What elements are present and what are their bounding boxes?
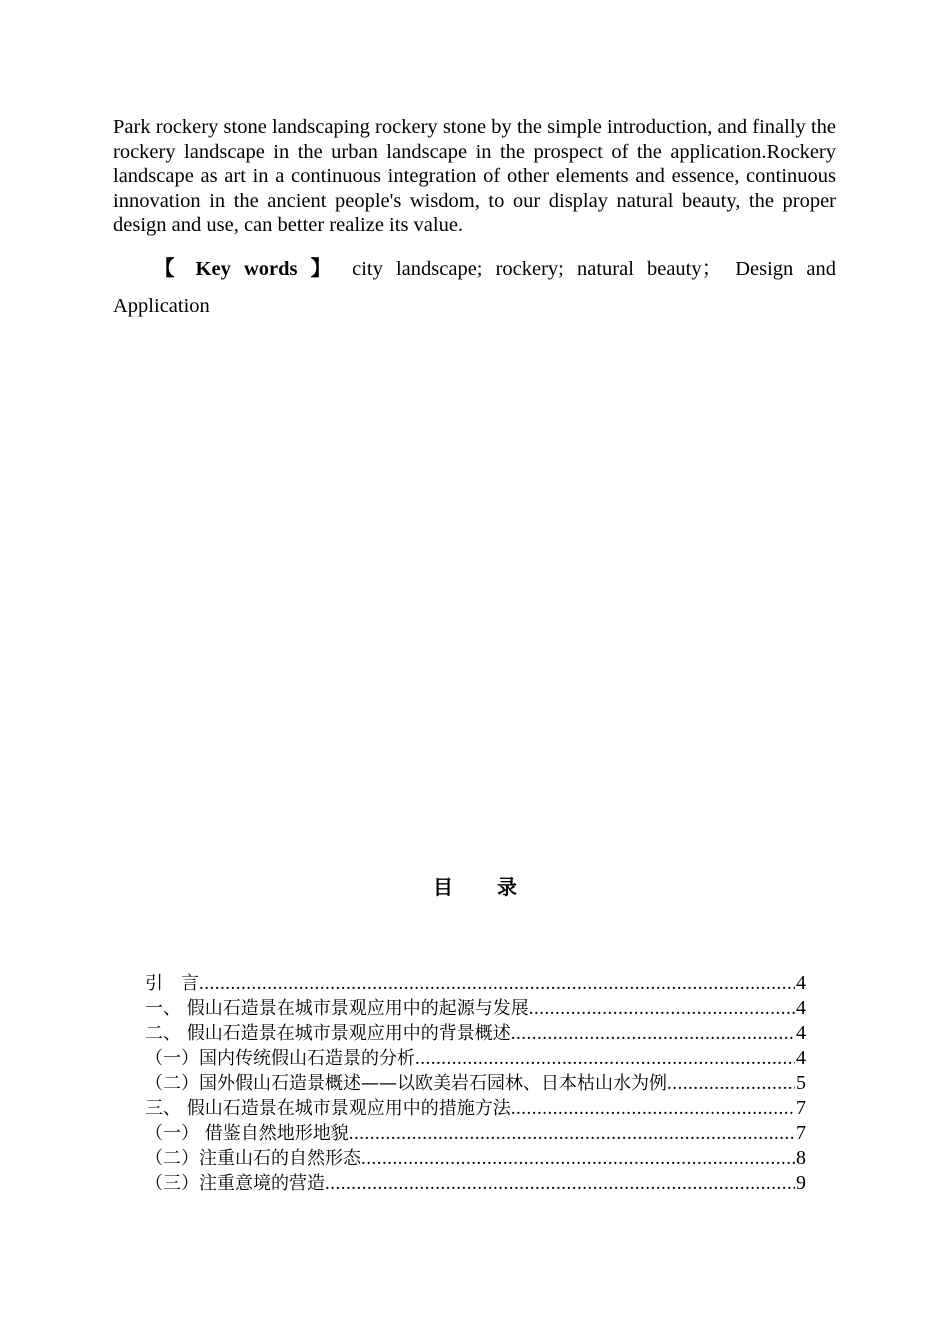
toc-entry-page: 7 — [796, 1097, 806, 1119]
toc-entry-title: （三）注重意境的营造 — [145, 1173, 325, 1194]
toc-entry-page: 9 — [796, 1172, 806, 1194]
toc-entry-page: 7 — [796, 1122, 806, 1144]
toc-entry-page: 4 — [796, 1047, 806, 1069]
toc-dot-leader — [349, 1121, 795, 1146]
toc-dot-leader — [511, 1096, 795, 1121]
toc-dot-leader — [511, 1021, 795, 1046]
toc-entry-title: （一） 借鉴自然地形地貌 — [145, 1123, 349, 1144]
toc-dot-leader — [325, 1171, 795, 1196]
toc-dot-leader — [529, 996, 795, 1021]
toc-entry[interactable] — [145, 1071, 806, 1096]
toc-entry-title: 三、 假山石造景在城市景观应用中的措施方法 — [145, 1098, 511, 1119]
toc-dot-leader — [415, 1046, 795, 1071]
toc-entry[interactable] — [145, 996, 806, 1021]
toc-entry[interactable] — [145, 1021, 806, 1046]
keywords-paragraph — [113, 251, 836, 325]
toc-entry[interactable] — [145, 1046, 806, 1071]
toc-entry-page: 5 — [796, 1072, 806, 1094]
toc-entry-title: （二）国外假山石造景概述——以欧美岩石园林、日本枯山水为例 — [145, 1073, 667, 1094]
toc-entry[interactable] — [145, 1171, 806, 1196]
toc-entry-page: 4 — [796, 1022, 806, 1044]
toc-entry-title: 一、 假山石造景在城市景观应用中的起源与发展 — [145, 998, 529, 1019]
toc-entry-title: 引 言 — [145, 973, 199, 994]
table-of-contents — [145, 971, 806, 1196]
toc-entry[interactable] — [145, 971, 806, 996]
abstract-paragraph: Park rockery stone landscaping rockery stone by the simple introduction, and finally the rockery landscape in the urban landscape in the prospect of the application.Rockery landscape as art in a continuous integration of other elements and essence, continuous innovation in the ancient people's wisdom, to our display natural beauty, the proper design and use, can better realize its value. — [113, 116, 836, 237]
toc-dot-leader — [361, 1146, 795, 1171]
toc-entry[interactable] — [145, 1096, 806, 1121]
toc-title: 目录 — [433, 875, 561, 899]
toc-entry[interactable] — [145, 1121, 806, 1146]
toc-entry-title: （一）国内传统假山石造景的分析 — [145, 1048, 415, 1069]
toc-entry-title: 二、 假山石造景在城市景观应用中的背景概述 — [145, 1023, 511, 1044]
keywords-text: city landscape; rockery; natural beauty； Design and Application — [113, 258, 836, 317]
toc-entry[interactable] — [145, 1146, 806, 1171]
toc-entry-page: 4 — [796, 972, 806, 994]
toc-entry-page: 8 — [796, 1147, 806, 1169]
keywords-label: 【 Key words 】 — [154, 258, 340, 280]
toc-dot-leader — [199, 971, 795, 996]
toc-dot-leader — [667, 1071, 795, 1096]
toc-entry-page: 4 — [796, 997, 806, 1019]
toc-entry-title: （二）注重山石的自然形态 — [145, 1148, 361, 1169]
